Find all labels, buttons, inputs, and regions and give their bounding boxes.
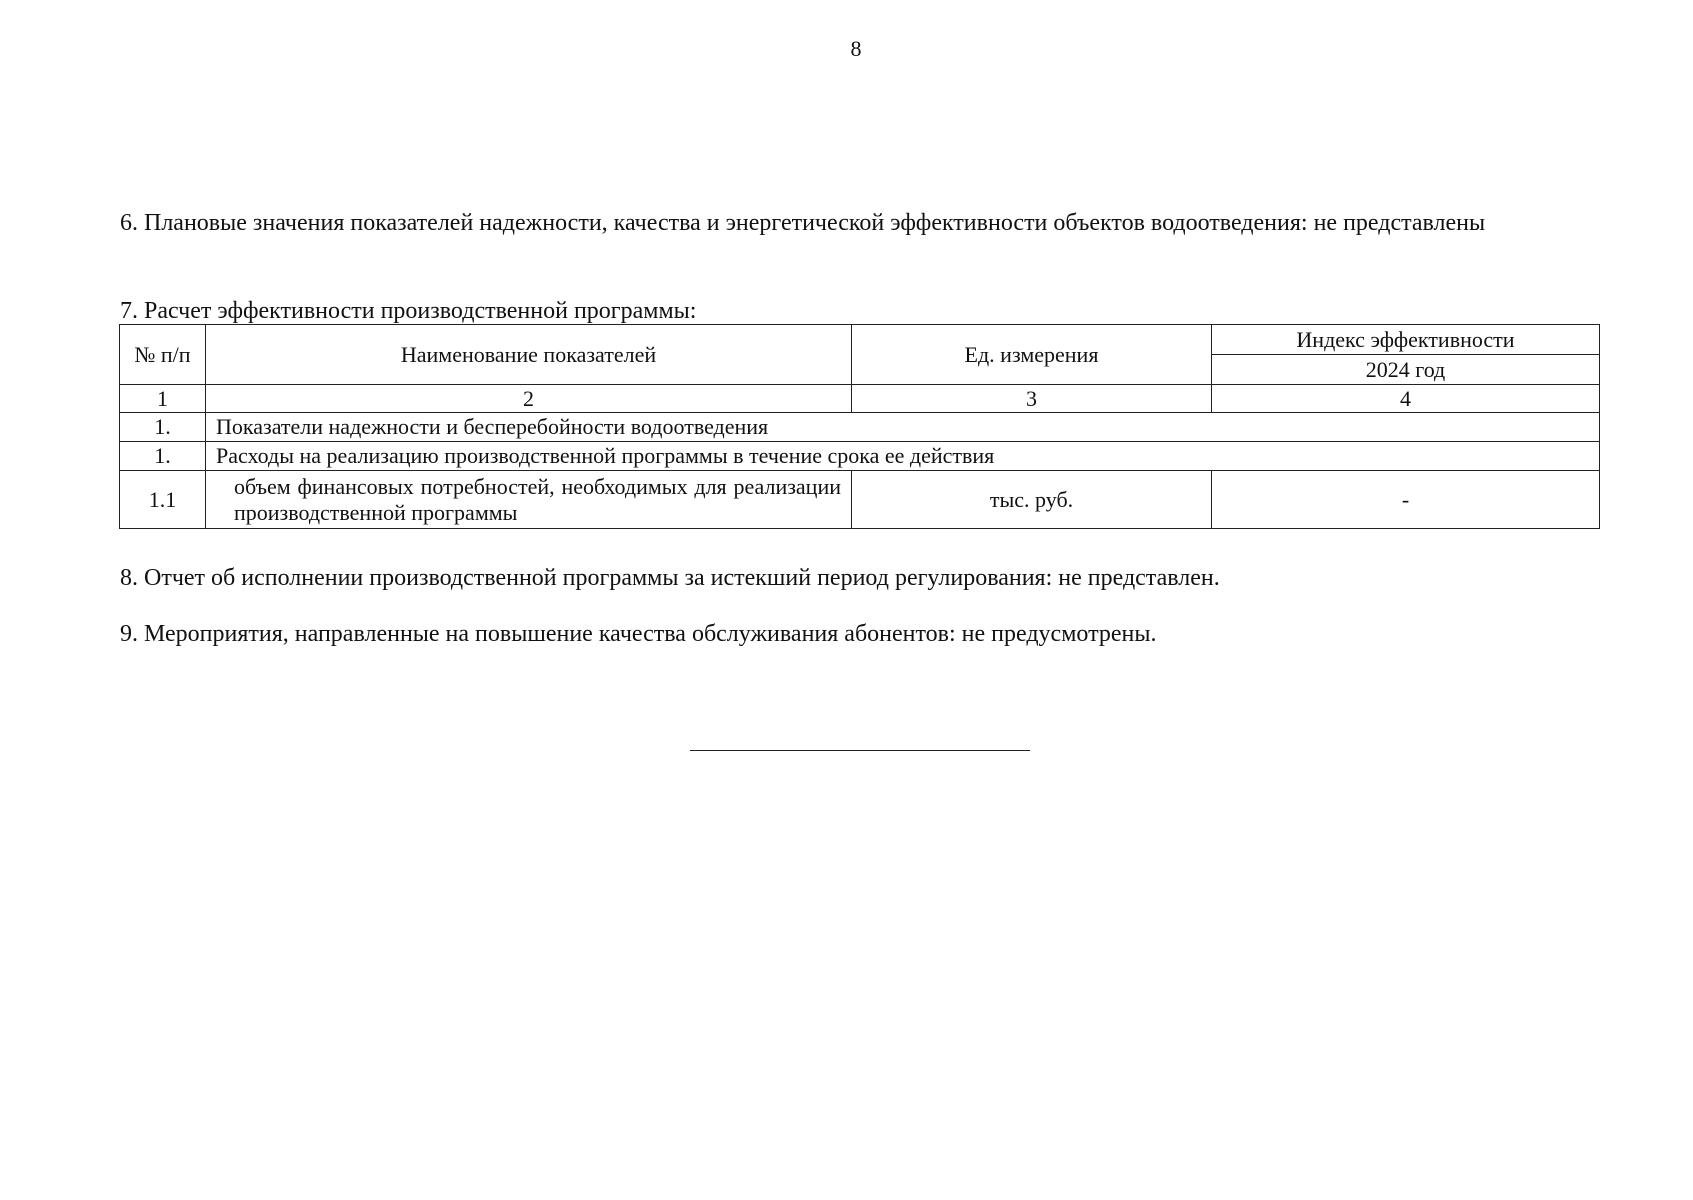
- table-row: [120, 471, 1600, 529]
- page-number: 8: [850, 36, 862, 61]
- row-value: -: [1212, 471, 1600, 529]
- col-number: 1: [120, 385, 206, 413]
- section-9: 9. Мероприятия, направленные на повышение качества обслуживания абонентов: не предусмотрены.: [120, 621, 1157, 647]
- table-row: [120, 442, 1600, 471]
- header-index: Индекс эффективности: [1212, 325, 1600, 355]
- row-name: объем финансовых потребностей, необходимых для реализации производственной программы: [206, 471, 852, 529]
- col-number: 2: [206, 385, 852, 413]
- efficiency-table: [119, 324, 1600, 529]
- row-num: 1.: [120, 413, 206, 442]
- section-8: 8. Отчет об исполнении производственной программы за истекший период регулирования: не представлен.: [120, 565, 1220, 591]
- row-unit: тыс. руб.: [852, 471, 1212, 529]
- section-6: 6. Плановые значения показателей надежности, качества и энергетической эффективности объектов водоотведения: не представлены: [120, 210, 1486, 236]
- end-divider: [690, 750, 1030, 751]
- row-num: 1.1: [120, 471, 206, 529]
- row-name: Показатели надежности и бесперебойности водоотведения: [206, 413, 1600, 442]
- col-number: 4: [1212, 385, 1600, 413]
- row-num: 1.: [120, 442, 206, 471]
- header-num: № п/п: [120, 325, 206, 385]
- header-unit: Ед. измерения: [852, 325, 1212, 385]
- section-7-title: 7. Расчет эффективности производственной программы:: [120, 298, 697, 324]
- header-year: 2024 год: [1212, 355, 1600, 385]
- header-name: Наименование показателей: [206, 325, 852, 385]
- table-row: [120, 413, 1600, 442]
- row-name: Расходы на реализацию производственной программы в течение срока ее действия: [206, 442, 1600, 471]
- col-number: 3: [852, 385, 1212, 413]
